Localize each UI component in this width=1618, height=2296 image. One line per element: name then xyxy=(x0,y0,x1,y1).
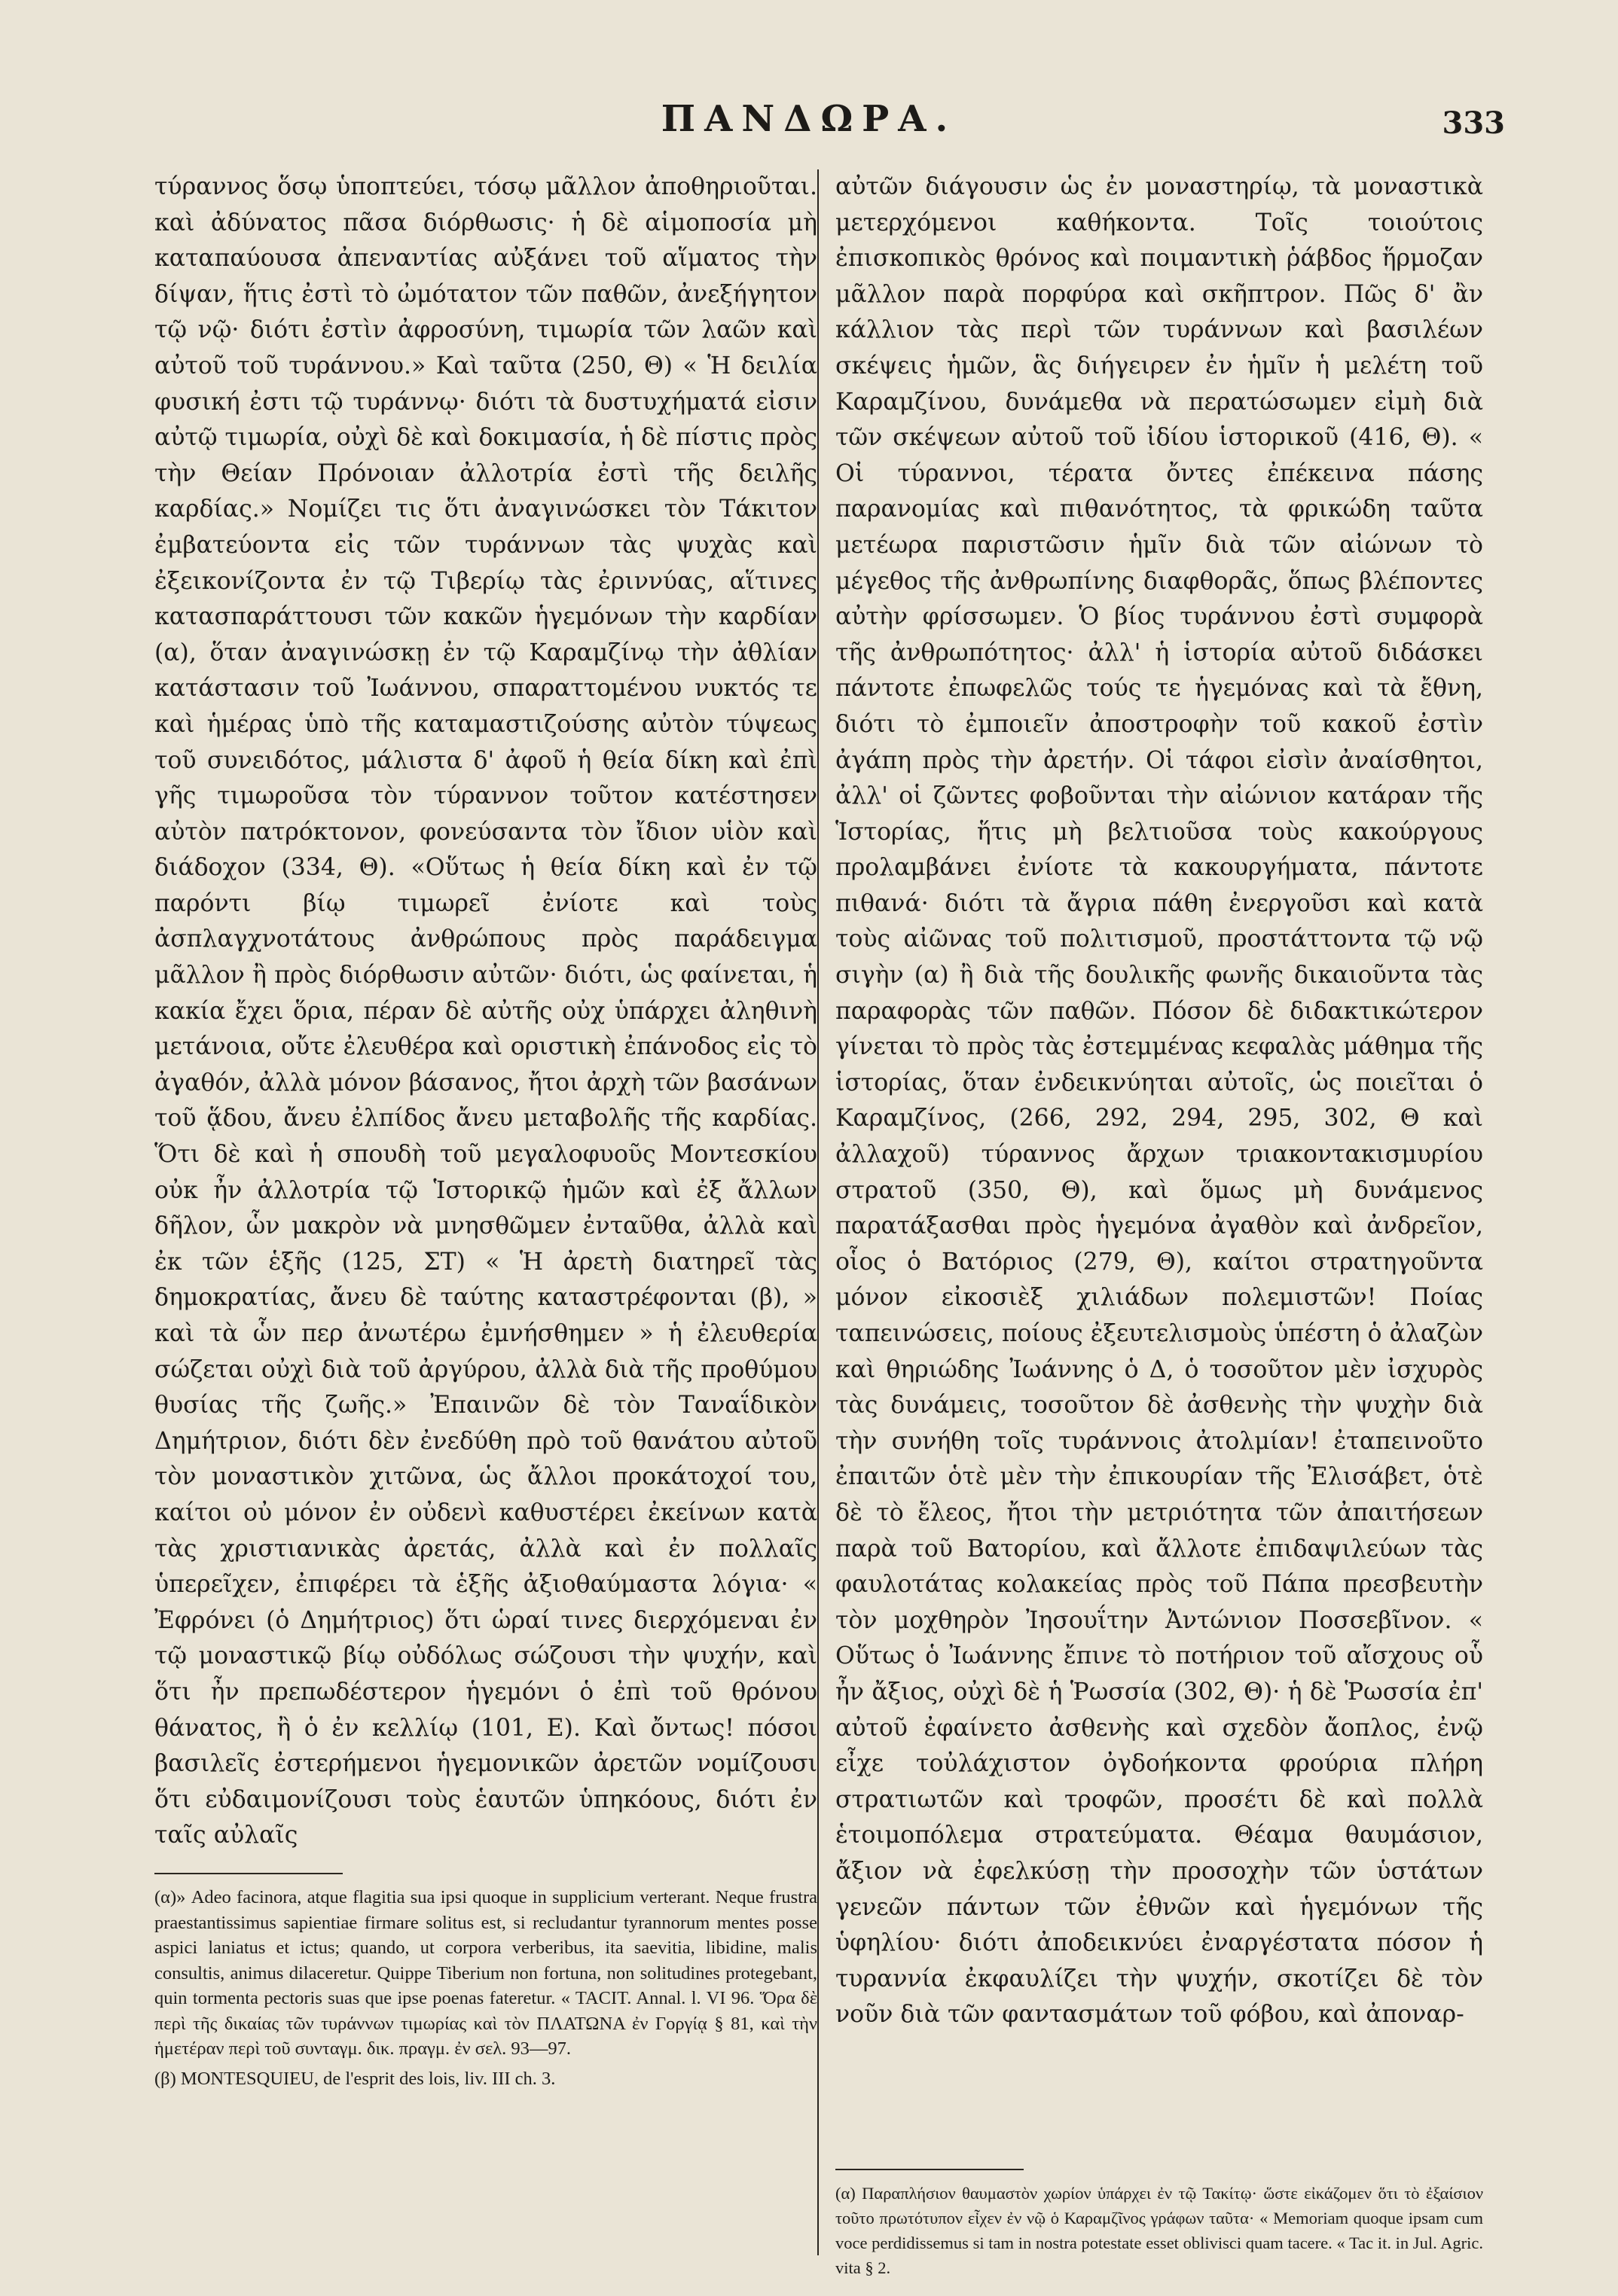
footnote-alpha-right: (α) Παραπλήσιον θαυμαστὸν χωρίον ὑπάρχει ἐν τῷ Τακίτῳ· ὥστε εἰκάζομεν ὅτι τὸ ἐξαίσιον τοῦτο πρωτότυπον εἶχεν ἐν νῷ ὁ Καραμζῖνος γράφων ταῦτα· « Memoriam quoque ipsam cum voce perdidissemus si tam in nostra potestate esset oblivisci quam tacere. « Tac it. in Jul. Agric. vita § 2. xyxy=(835,2184,1483,2277)
page-header xyxy=(0,98,1618,166)
footnote-divider xyxy=(154,1873,343,1874)
left-column-text: τύραννος ὅσῳ ὑποπτεύει, τόσῳ μᾶλλον ἀποθηριοῦται. καὶ ἀδύνατος πᾶσα διόρθωσις· ἡ δὲ αἱμοποσία μὴ καταπαύουσα ἀπεναντίας αὐξάνει τοῦ αἵματος τὴν δίψαν, ἥτις ἐστὶ τὸ ὠμότατον τῶν παθῶν, ἀνεξήγητον τῷ νῷ· διότι ἐστὶν ἀφροσύνη, τιμωρία τῶν λαῶν καὶ αὐτοῦ τοῦ τυράννου.» Καὶ ταῦτα (250, Θ) « Ἡ δειλία φυσική ἐστι τῷ τυράννῳ· διότι τὰ δυστυχήματά εἰσιν αὐτῷ τιμωρία, οὐχὶ δὲ καὶ δοκιμασία, ἡ δὲ πίστις πρὸς τὴν Θείαν Πρόνοιαν ἀλλοτρία ἐστὶ τῆς δειλῆς καρδίας.» Νομίζει τις ὅτι ἀναγινώσκει τὸν Τάκιτον ἐμβατεύοντα εἰς τῶν τυράννων τὰς ψυχὰς καὶ ἐξεικονίζοντα ἐν τῷ Τιβερίῳ τὰς ἐριννύας, αἵτινες κατασπαράττουσι τῶν κακῶν ἡγεμόνων τὴν καρδίαν (α), ὅταν ἀναγινώσκῃ ἐν τῷ Καραμζίνῳ τὴν ἀθλίαν κατάστασιν τοῦ Ἰωάννου, σπαραττομένου νυκτός τε καὶ ἡμέρας ὑπὸ τῆς καταμαστιζούσης αὐτὸν τύψεως τοῦ συνειδότος, μάλιστα δ' ἀφοῦ ἡ θεία δίκη καὶ ἐπὶ γῆς τιμωροῦσα τὸν τύραννον τοῦτον κατέστησεν αὐτὸν πατρόκτονον, φονεύσαντα τὸν ἴδιον υἱὸν καὶ διάδοχον (334, Θ). «Οὕτως ἡ θεία δίκη καὶ ἐν τῷ παρόντι βίῳ τιμωρεῖ ἐνίοτε καὶ τοὺς ἀσπλαγχνοτάτους ἀνθρώπους πρὸς παράδειγμα μᾶλλον ἢ πρὸς διόρθωσιν αὐτῶν· διότι, ὡς φαίνεται, ἡ κακία ἔχει ὅρια, πέραν δὲ αὐτῆς οὐχ ὑπάρχει ἀληθινὴ μετάνοια, οὔτε ἐλευθέρα καὶ οριστικὴ ἐπάνοδος εἰς τὸ ἀγαθόν, ἀλλὰ μόνον βάσανος, ἤτοι ἀρχὴ τῶν βασάνων τοῦ ᾅδου, ἄνευ ἐλπίδος ἄνευ μεταβολῆς τῆς καρδίας. Ὅτι δὲ καὶ ἡ σπουδὴ τοῦ μεγαλοφυοῦς Μοντεσκίου οὐκ ἦν ἀλλοτρία τῷ Ἱστορικῷ ἡμῶν καὶ ἐξ ἄλλων δῆλον, ὧν μακρὸν νὰ μνησθῶμεν ἐνταῦθα, ἀλλὰ καὶ ἐκ τῶν ἑξῆς (125, ΣΤ) « Ἡ ἀρετὴ διατηρεῖ τὰς δημοκρατίας, ἄνευ δὲ ταύτης καταστρέφονται (β), » καὶ τὰ ὧν περ ἀνωτέρω ἐμνήσθημεν » ἡ ἐλευθερία σώζεται οὐχὶ διὰ τοῦ ἀργύρου, ἀλλὰ διὰ τῆς προθύμου θυσίας τῆς ζωῆς.» Ἐπαινῶν δὲ τὸν Ταναΐδικὸν Δημήτριον, διότι δὲν ἐνεδύθη πρὸ τοῦ θανάτου αὐτοῦ τὸν μοναστικὸν χιτῶνα, ὡς ἄλλοι προκάτοχοί του, καίτοι οὐ μόνον ἐν οὐδενὶ καθυστέρει ἐκείνων κατὰ τὰς χριστιανικὰς ἀρετάς, ἀλλὰ καὶ ἐν πολλαῖς ὑπερεῖχεν, ἐπιφέρει τὰ ἑξῆς ἀξιοθαύμαστα λόγια· « Ἐφρόνει (ὁ Δημήτριος) ὅτι ὡραί τινες διερχόμεναι ἐν τῷ μοναστικῷ βίῳ οὐδόλως σώζουσι τὴν ψυχήν, καὶ ὅτι ἦν πρεπωδέστερον ἡγεμόνι ὁ ἐπὶ τοῦ θρόνου θάνατος, ἢ ὁ ἐν κελλίῳ (101, Ε). Καὶ ὄντως! πόσοι βασιλεῖς ἐστερήμενοι ἡγεμονικῶν ἀρετῶν νομίζουσι ὅτι εὐδαιμονίζουσι τοὺς ἑαυτῶν ὑπηκόους, διότι ἐν ταῖς αὐλαῖς xyxy=(154,173,817,1849)
right-column xyxy=(817,169,1483,2277)
running-title: ΠΑΝΔΩΡΑ. xyxy=(661,98,957,140)
footnote-alpha: (α)» Adeo facinora, atque flagitia sua ipsi quoque in supplicium verterant. Neque frustra praestantissimus sapientiae firmare solitus est, si recludantur tyrannorum mentes posse aspici laniatus et ictus; quando, ut corpora verberibus, ita saevitia, libidine, malis consultis, animus dilaceretur. Quippe Tiberium non fortuna, non solitudines protegebant, quin tormenta pectoris suas que ipse poenas fateretur. « TACIT. Annal. l. VI 96. Ὅρα δὲ περὶ τῆς δικαίας τῶν τυράννων τιμωρίας καὶ τὸν ΠΛΑΤΩΝΑ ἐν Γοργίᾳ § 81, καὶ τὴν ἡμετέραν περὶ τοῦ συνταγμ. δικ. πραγμ. ἐν σελ. 93—97. xyxy=(154,1887,817,2059)
left-column xyxy=(154,169,817,2255)
right-column-text: αὐτῶν διάγουσιν ὡς ἐν μοναστηρίῳ, τὰ μοναστικὰ μετερχόμενοι καθήκοντα. Τοῖς τοιούτοις ἐπισκοπικὸς θρόνος καὶ ποιμαντικὴ ῥάβδος ἥρμοζαν μᾶλλον παρὰ πορφύρα καὶ σκῆπτρον. Πῶς δ' ἂν κάλλιον τὰς περὶ τῶν τυράννων καὶ βασιλέων σκέψεις ἡμῶν, ἃς διήγειρεν ἐν ἡμῖν ἡ μελέτη τοῦ Καραμζίνου, δυνάμεθα νὰ περατώσωμεν εἰμὴ διὰ τῶν σκέψεων αὐτοῦ τοῦ ἰδίου ἱστορικοῦ (416, Θ). « Οἱ τύραννοι, τέρατα ὄντες ἐπέκεινα πάσης παρανομίας καὶ πιθανότητος, τὰ φρικώδη ταῦτα μετέωρα παριστῶσιν ἡμῖν διὰ τῶν αἰώνων τὸ μέγεθος τῆς ἀνθρωπίνης διαφθορᾶς, ὅπως βλέποντες αὐτὴν φρίσσωμεν. Ὁ βίος τυράννου ἐστὶ συμφορὰ τῆς ἀνθρωπότητος· ἀλλ' ἡ ἱστορία αὐτοῦ διδάσκει πάντοτε ἐπωφελῶς τούς τε ἡγεμόνας καὶ τὰ ἔθνη, διότι τὸ ἐμποιεῖν ἀποστροφὴν τοῦ κακοῦ ἐστὶν ἀγάπη πρὸς τὴν ἀρετήν. Οἱ τάφοι εἰσὶν ἀναίσθητοι, ἀλλ' οἱ ζῶντες φοβοῦνται τὴν αἰώνιον κατάραν τῆς Ἱστορίας, ἥτις μὴ βελτιοῦσα τοὺς κακούργους προλαμβάνει ἐνίοτε τὰ κακουργήματα, πάντοτε πιθανά· διότι τὰ ἄγρια πάθη ἐνεργοῦσι καὶ κατὰ τοὺς αἰῶνας τοῦ πολιτισμοῦ, προστάττοντα τῷ νῷ σιγὴν (α) ἢ διὰ τῆς δουλικῆς φωνῆς δικαιοῦντα τὰς παραφορὰς τῶν παθῶν. Πόσον δὲ διδακτικώτερον γίνεται τὸ πρὸς τὰς ἐστεμμένας κεφαλὰς μάθημα τῆς ἱστορίας, ὅταν ἐνδεικνύηται αὐτοῖς, ὡς ποιεῖται ὁ Καραμζίνος, (266, 292, 294, 295, 302, Θ καὶ ἀλλαχοῦ) τύραννος ἄρχων τριακοντακισμυρίου στρατοῦ (350, Θ), καὶ ὅμως μὴ δυνάμενος παρατάξασθαι πρὸς ἡγεμόνα ἀγαθὸν καὶ ἀνδρεῖον, οἷος ὁ Βατόριος (279, Θ), καίτοι στρατηγοῦντα μόνον εἰκοσιὲξ χιλιάδων πολεμιστῶν! Ποίας ταπεινώσεις, ποίους ἐξευτελισμοὺς ὑπέστη ὁ ἀλαζὼν καὶ θηριώδης Ἰωάννης ὁ Δ, ὁ τοσοῦτον μὲν ἰσχυρὸς τὰς δυνάμεις, τοσοῦτον δὲ ἀσθενὴς τὴν ψυχὴν διὰ τὴν συνήθη τοῖς τυράννοις ἀτολμίαν! ἐταπεινοῦτο ἐπαιτῶν ὁτὲ μὲν τὴν ἐπικουρίαν τῆς Ἐλισάβετ, ὁτὲ δὲ τὸ ἔλεος, ἤτοι τὴν μετριότητα τῶν ἀπαιτήσεων παρὰ τοῦ Βατορίου, καὶ ἄλλοτε ἐπιδαψιλεύων τὰς φαυλοτάτας κολακείας πρὸς τοῦ Πάπα πρεσβευτὴν τὸν μοχθηρὸν Ἰησουΐτην Ἀντώνιον Ποσσεβῖνον. « Οὕτως ὁ Ἰωάννης ἔπινε τὸ ποτήριον τοῦ αἴσχους οὗ ἦν ἄξιος, οὐχὶ δὲ ἡ Ῥωσσία (302, Θ)· ἡ δὲ Ῥωσσία ἐπ' αὐτοῦ ἐφαίνετο ἀσθενὴς καὶ σχεδὸν ἄοπλος, ἐνῷ εἶχε τοὐλάχιστον ὀγδοήκοντα φρούρια πλήρη στρατιωτῶν καὶ τροφῶν, προσέτι δὲ καὶ πολλὰ ἑτοιμοπόλεμα στρατεύματα. Θέαμα θαυμάσιον, ἄξιον νὰ ἐφελκύσῃ τὴν προσοχὴν τῶν ὑστάτων γενεῶν πάντων τῶν ἐθνῶν καὶ ἡγεμόνων τῆς ὑφηλίου· διότι ἀποδεικνύει ἐναργέστατα πόσον ἡ τυραννία ἐκφαυλίζει τὴν ψυχήν, σκοτίζει δὲ τὸν νοῦν διὰ τῶν φαντασμάτων τοῦ φόβου, καὶ ἀποναρ- xyxy=(835,173,1483,2029)
footnote-divider xyxy=(835,2169,1024,2170)
page-number: 333 xyxy=(1442,105,1505,141)
footnote-beta: (β) MONTESQUIEU, de l'esprit des lois, liv. III ch. 3. xyxy=(154,2068,556,2089)
